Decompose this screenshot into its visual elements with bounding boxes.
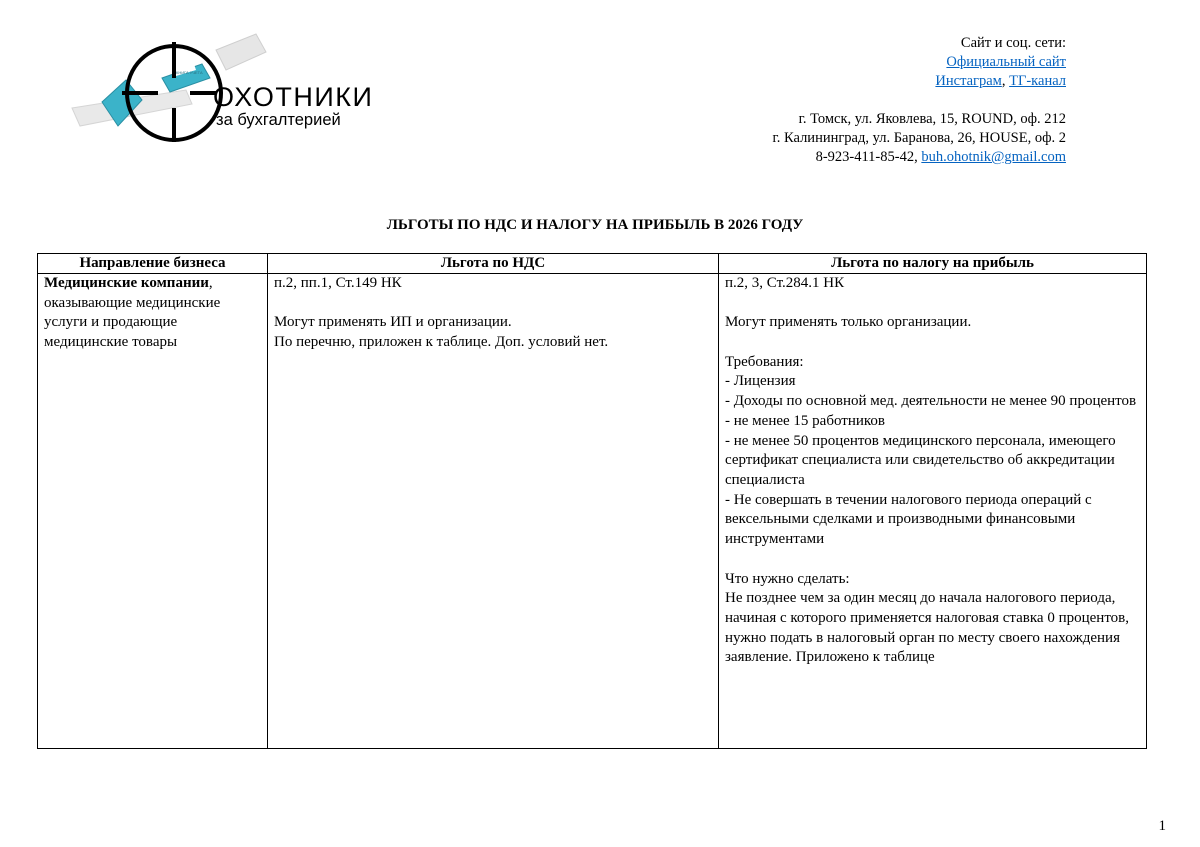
vat-line: п.2, пп.1, Ст.149 НК bbox=[274, 275, 402, 291]
profit-line: - Лицензия bbox=[725, 373, 796, 390]
header-profit: Льгота по налогу на прибыль bbox=[719, 254, 1147, 274]
profit-line: Что нужно сделать: bbox=[725, 570, 850, 587]
official-site-link[interactable]: Официальный сайт bbox=[946, 54, 1066, 70]
vat-line: По перечню, приложен к таблице. Доп. условий нет. bbox=[274, 334, 609, 351]
phone-number: 8-923-411-85-42, bbox=[815, 149, 922, 165]
benefits-table bbox=[37, 253, 1147, 749]
profit-line: - Доходы по основной мед. деятельности не менее 90 процентов bbox=[725, 393, 1137, 410]
cell-profit bbox=[719, 274, 1147, 749]
cell-vat bbox=[268, 274, 719, 749]
profit-line: Требования: bbox=[725, 353, 804, 370]
business-description: , оказывающие медицинские услуги и продающие медицинские товары bbox=[44, 275, 221, 351]
profit-line bbox=[725, 294, 1140, 314]
header-business: Направление бизнеса bbox=[38, 254, 268, 274]
telegram-link[interactable]: ТГ-канал bbox=[1009, 73, 1066, 89]
profit-line: - не менее 15 работников bbox=[725, 412, 885, 429]
logo-book-label: КНИГА УЧЕТА bbox=[176, 70, 203, 75]
page-number: 1 bbox=[1158, 818, 1166, 834]
table-row bbox=[38, 274, 1147, 749]
profit-line: Не позднее чем за один месяц до начала налогового периода, начиная с которого применяется налоговая ставка 0 процентов, нужно подать в налоговый орган по месту своего нахождения заявление. Приложено к таблице bbox=[725, 590, 1130, 666]
address-kaliningrad: г. Калининград, ул. Баранова, 26, HOUSE, оф. 2 bbox=[772, 130, 1066, 146]
profit-line: Могут применять только организации. bbox=[725, 314, 972, 331]
contacts-block bbox=[606, 34, 1066, 167]
profit-line: - Не совершать в течении налогового периода операций с вексельными сделками и производными финансовыми инструментами bbox=[725, 491, 1092, 548]
vat-line: Могут применять ИП и организации. bbox=[274, 314, 512, 331]
business-name: Медицинские компании bbox=[44, 275, 209, 291]
header-vat: Льгота по НДС bbox=[268, 254, 719, 274]
profit-line bbox=[725, 550, 1140, 570]
links-separator: , bbox=[1001, 73, 1010, 89]
logo-subtitle: за бухгалтерией bbox=[216, 111, 341, 129]
table-header-row bbox=[38, 254, 1147, 274]
cell-business bbox=[38, 274, 268, 749]
address-tomsk: г. Томск, ул. Яковлева, 15, ROUND, оф. 212 bbox=[798, 111, 1066, 127]
company-logo bbox=[66, 30, 376, 142]
vat-line bbox=[274, 294, 712, 314]
email-link[interactable]: buh.ohotnik@gmail.com bbox=[921, 149, 1066, 165]
profit-line: п.2, 3, Ст.284.1 НК bbox=[725, 275, 845, 291]
logo-title: ОХОТНИКИ bbox=[213, 82, 374, 112]
instagram-link[interactable]: Инстаграм bbox=[935, 73, 1002, 89]
page-title: ЛЬГОТЫ ПО НДС И НАЛОГУ НА ПРИБЫЛЬ В 2026 ГОДУ bbox=[386, 217, 804, 233]
profit-line bbox=[725, 333, 1140, 353]
social-label: Сайт и соц. сети: bbox=[960, 35, 1066, 51]
profit-line: - не менее 50 процентов медицинского персонала, имеющего сертификат специалиста или свидетельство об аккредитации специалиста bbox=[725, 432, 1116, 488]
